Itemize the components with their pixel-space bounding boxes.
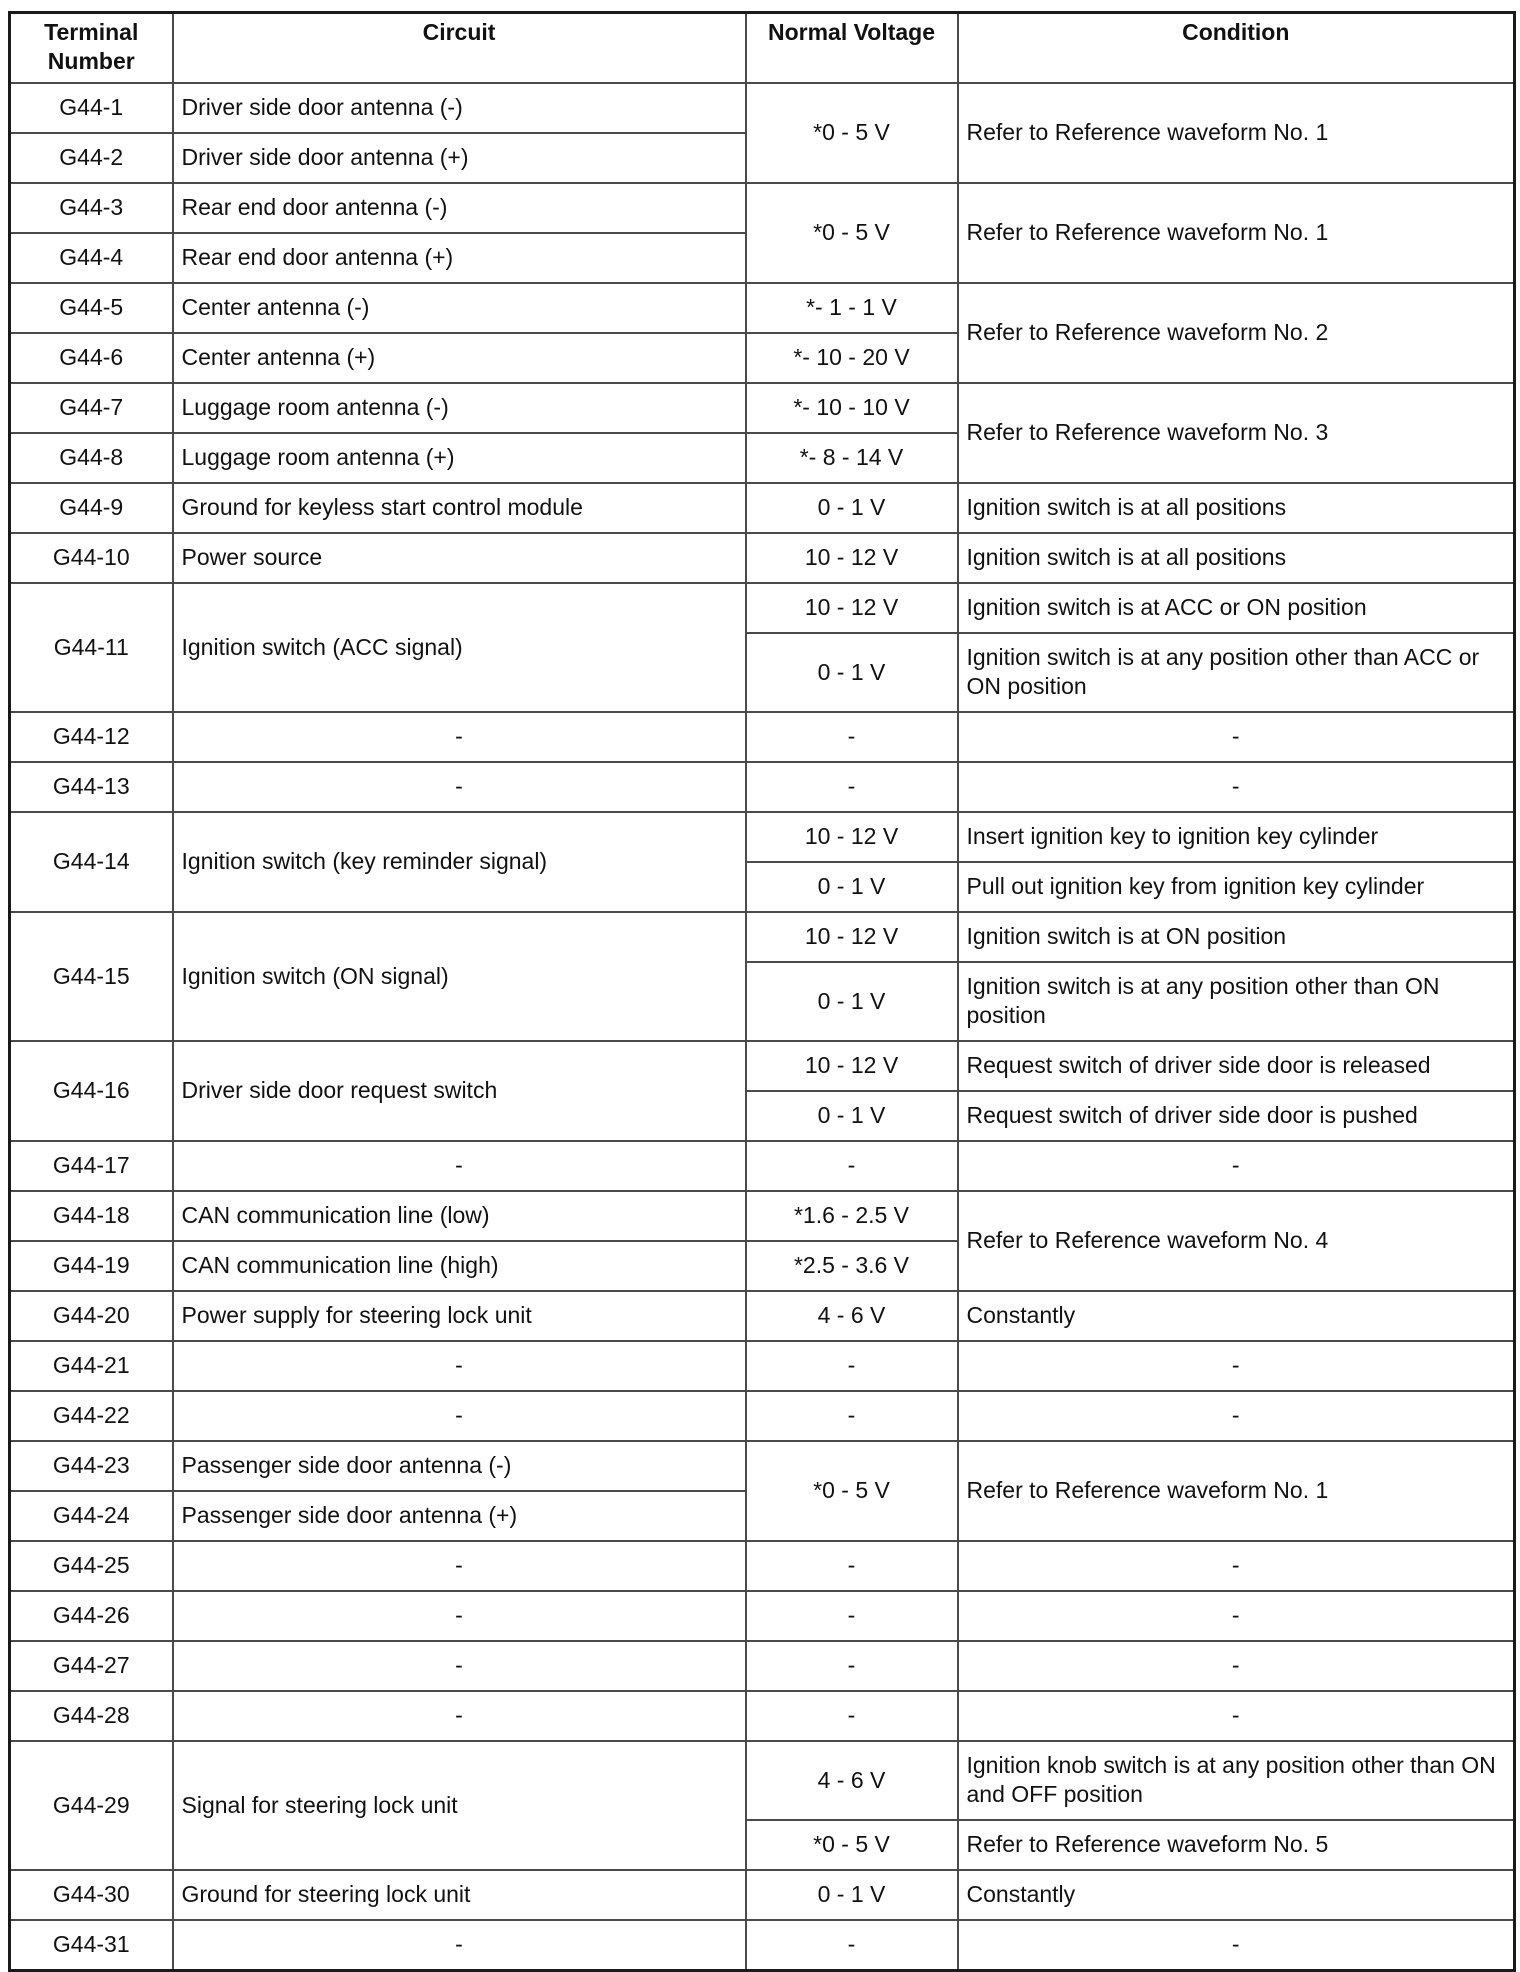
table-row — [10, 1391, 1515, 1441]
circuit-cell: Driver side door request switch — [173, 1041, 746, 1141]
terminal-cell: G44-29 — [10, 1741, 173, 1870]
condition-cell: Refer to Reference waveform No. 3 — [958, 383, 1515, 483]
condition-cell: - — [958, 1341, 1515, 1391]
circuit-cell: - — [173, 1141, 746, 1191]
circuit-cell: - — [173, 762, 746, 812]
voltage-cell: - — [746, 1391, 958, 1441]
voltage-cell: 0 - 1 V — [746, 1870, 958, 1920]
table-row — [10, 1641, 1515, 1691]
voltage-cell: *- 8 - 14 V — [746, 433, 958, 483]
terminal-cell: G44-13 — [10, 762, 173, 812]
circuit-cell: - — [173, 1391, 746, 1441]
table-row — [10, 1691, 1515, 1741]
voltage-cell: *1.6 - 2.5 V — [746, 1191, 958, 1241]
terminal-cell: G44-19 — [10, 1241, 173, 1291]
table-row — [10, 533, 1515, 583]
condition-cell: Refer to Reference waveform No. 1 — [958, 183, 1515, 283]
circuit-cell: Rear end door antenna (-) — [173, 183, 746, 233]
terminal-cell: G44-22 — [10, 1391, 173, 1441]
table-row — [10, 583, 1515, 633]
terminal-cell: G44-16 — [10, 1041, 173, 1141]
terminal-cell: G44-23 — [10, 1441, 173, 1491]
table-row — [10, 812, 1515, 862]
terminal-cell: G44-5 — [10, 283, 173, 333]
table-row — [10, 483, 1515, 533]
table-row — [10, 1541, 1515, 1591]
table-row — [10, 383, 1515, 433]
condition-cell: Refer to Reference waveform No. 1 — [958, 1441, 1515, 1541]
voltage-cell: 10 - 12 V — [746, 1041, 958, 1091]
terminal-cell: G44-10 — [10, 533, 173, 583]
terminal-voltage-table — [8, 11, 1516, 1972]
terminal-cell: G44-24 — [10, 1491, 173, 1541]
condition-cell: Refer to Reference waveform No. 4 — [958, 1191, 1515, 1291]
circuit-cell: - — [173, 1641, 746, 1691]
terminal-cell: G44-30 — [10, 1870, 173, 1920]
terminal-cell: G44-15 — [10, 912, 173, 1041]
condition-cell: Ignition switch is at ACC or ON position — [958, 583, 1515, 633]
terminal-cell: G44-11 — [10, 583, 173, 712]
terminal-cell: G44-8 — [10, 433, 173, 483]
circuit-cell: CAN communication line (high) — [173, 1241, 746, 1291]
voltage-cell: 10 - 12 V — [746, 812, 958, 862]
voltage-cell: *0 - 5 V — [746, 1820, 958, 1870]
condition-cell: - — [958, 712, 1515, 762]
voltage-cell: *0 - 5 V — [746, 1441, 958, 1541]
voltage-cell: *- 10 - 10 V — [746, 383, 958, 433]
circuit-cell: - — [173, 1341, 746, 1391]
terminal-cell: G44-25 — [10, 1541, 173, 1591]
table-row — [10, 283, 1515, 333]
voltage-cell: 10 - 12 V — [746, 583, 958, 633]
voltage-cell: *0 - 5 V — [746, 183, 958, 283]
voltage-cell: - — [746, 1341, 958, 1391]
table-row — [10, 712, 1515, 762]
terminal-cell: G44-3 — [10, 183, 173, 233]
circuit-cell: Power supply for steering lock unit — [173, 1291, 746, 1341]
header-circuit: Circuit — [173, 13, 746, 83]
circuit-cell: Ignition switch (ACC signal) — [173, 583, 746, 712]
condition-cell: Ignition switch is at all positions — [958, 483, 1515, 533]
terminal-cell: G44-6 — [10, 333, 173, 383]
table-row — [10, 1870, 1515, 1920]
terminal-cell: G44-28 — [10, 1691, 173, 1741]
condition-cell: Constantly — [958, 1291, 1515, 1341]
voltage-cell: - — [746, 1141, 958, 1191]
table-row — [10, 183, 1515, 233]
table-row — [10, 1591, 1515, 1641]
table-row — [10, 1441, 1515, 1491]
table-row — [10, 762, 1515, 812]
terminal-cell: G44-17 — [10, 1141, 173, 1191]
circuit-cell: Ground for keyless start control module — [173, 483, 746, 533]
condition-cell: Insert ignition key to ignition key cylinder — [958, 812, 1515, 862]
table-row — [10, 912, 1515, 962]
condition-cell: Ignition switch is at any position other than ACC or ON position — [958, 633, 1515, 712]
condition-cell: Refer to Reference waveform No. 5 — [958, 1820, 1515, 1870]
circuit-cell: Passenger side door antenna (-) — [173, 1441, 746, 1491]
condition-cell: - — [958, 1141, 1515, 1191]
voltage-cell: *0 - 5 V — [746, 83, 958, 183]
voltage-cell: - — [746, 1541, 958, 1591]
circuit-cell: - — [173, 1541, 746, 1591]
circuit-cell: Passenger side door antenna (+) — [173, 1491, 746, 1541]
condition-cell: - — [958, 1920, 1515, 1971]
condition-cell: Refer to Reference waveform No. 1 — [958, 83, 1515, 183]
terminal-cell: G44-18 — [10, 1191, 173, 1241]
condition-cell: Pull out ignition key from ignition key cylinder — [958, 862, 1515, 912]
table-row — [10, 1041, 1515, 1091]
condition-cell: - — [958, 1391, 1515, 1441]
terminal-cell: G44-4 — [10, 233, 173, 283]
circuit-cell: Luggage room antenna (-) — [173, 383, 746, 433]
table-row — [10, 1191, 1515, 1241]
voltage-cell: 4 - 6 V — [746, 1741, 958, 1820]
condition-cell: Request switch of driver side door is pushed — [958, 1091, 1515, 1141]
table-row — [10, 1920, 1515, 1971]
voltage-cell: - — [746, 1691, 958, 1741]
terminal-cell: G44-12 — [10, 712, 173, 762]
voltage-cell: - — [746, 1641, 958, 1691]
voltage-cell: 0 - 1 V — [746, 962, 958, 1041]
voltage-cell: - — [746, 712, 958, 762]
table-row — [10, 83, 1515, 133]
terminal-cell: G44-1 — [10, 83, 173, 133]
voltage-cell: 4 - 6 V — [746, 1291, 958, 1341]
voltage-cell: *2.5 - 3.6 V — [746, 1241, 958, 1291]
circuit-cell: CAN communication line (low) — [173, 1191, 746, 1241]
voltage-cell: 0 - 1 V — [746, 862, 958, 912]
voltage-cell: 0 - 1 V — [746, 633, 958, 712]
circuit-cell: Power source — [173, 533, 746, 583]
circuit-cell: Ground for steering lock unit — [173, 1870, 746, 1920]
header-terminal-number: Terminal Number — [10, 13, 173, 83]
condition-cell: - — [958, 1541, 1515, 1591]
terminal-cell: G44-20 — [10, 1291, 173, 1341]
circuit-cell: Ignition switch (ON signal) — [173, 912, 746, 1041]
condition-cell: - — [958, 762, 1515, 812]
table-row — [10, 1341, 1515, 1391]
circuit-cell: Driver side door antenna (+) — [173, 133, 746, 183]
condition-cell: Ignition switch is at all positions — [958, 533, 1515, 583]
terminal-cell: G44-2 — [10, 133, 173, 183]
voltage-cell: - — [746, 762, 958, 812]
table-row — [10, 1741, 1515, 1820]
condition-cell: Refer to Reference waveform No. 2 — [958, 283, 1515, 383]
circuit-cell: Rear end door antenna (+) — [173, 233, 746, 283]
terminal-cell: G44-26 — [10, 1591, 173, 1641]
circuit-cell: - — [173, 712, 746, 762]
header-condition: Condition — [958, 13, 1515, 83]
condition-cell: Request switch of driver side door is released — [958, 1041, 1515, 1091]
voltage-cell: *- 1 - 1 V — [746, 283, 958, 333]
voltage-cell: 0 - 1 V — [746, 483, 958, 533]
circuit-cell: Luggage room antenna (+) — [173, 433, 746, 483]
voltage-cell: 10 - 12 V — [746, 533, 958, 583]
condition-cell: Ignition switch is at ON position — [958, 912, 1515, 962]
circuit-cell: Signal for steering lock unit — [173, 1741, 746, 1870]
terminal-cell: G44-14 — [10, 812, 173, 912]
condition-cell: - — [958, 1591, 1515, 1641]
circuit-cell: Center antenna (+) — [173, 333, 746, 383]
voltage-cell: 0 - 1 V — [746, 1091, 958, 1141]
terminal-cell: G44-21 — [10, 1341, 173, 1391]
voltage-cell: *- 10 - 20 V — [746, 333, 958, 383]
circuit-cell: Ignition switch (key reminder signal) — [173, 812, 746, 912]
table-row — [10, 1141, 1515, 1191]
terminal-cell: G44-7 — [10, 383, 173, 433]
terminal-cell: G44-27 — [10, 1641, 173, 1691]
condition-cell: - — [958, 1691, 1515, 1741]
condition-cell: Ignition switch is at any position other than ON position — [958, 962, 1515, 1041]
circuit-cell: - — [173, 1920, 746, 1971]
condition-cell: Constantly — [958, 1870, 1515, 1920]
header-normal-voltage: Normal Voltage — [746, 13, 958, 83]
terminal-cell: G44-31 — [10, 1920, 173, 1971]
condition-cell: - — [958, 1641, 1515, 1691]
voltage-cell: 10 - 12 V — [746, 912, 958, 962]
header-row — [10, 13, 1515, 83]
circuit-cell: - — [173, 1691, 746, 1741]
circuit-cell: - — [173, 1591, 746, 1641]
voltage-cell: - — [746, 1591, 958, 1641]
table-row — [10, 1291, 1515, 1341]
voltage-cell: - — [746, 1920, 958, 1971]
condition-cell: Ignition knob switch is at any position other than ON and OFF position — [958, 1741, 1515, 1820]
terminal-cell: G44-9 — [10, 483, 173, 533]
circuit-cell: Driver side door antenna (-) — [173, 83, 746, 133]
circuit-cell: Center antenna (-) — [173, 283, 746, 333]
